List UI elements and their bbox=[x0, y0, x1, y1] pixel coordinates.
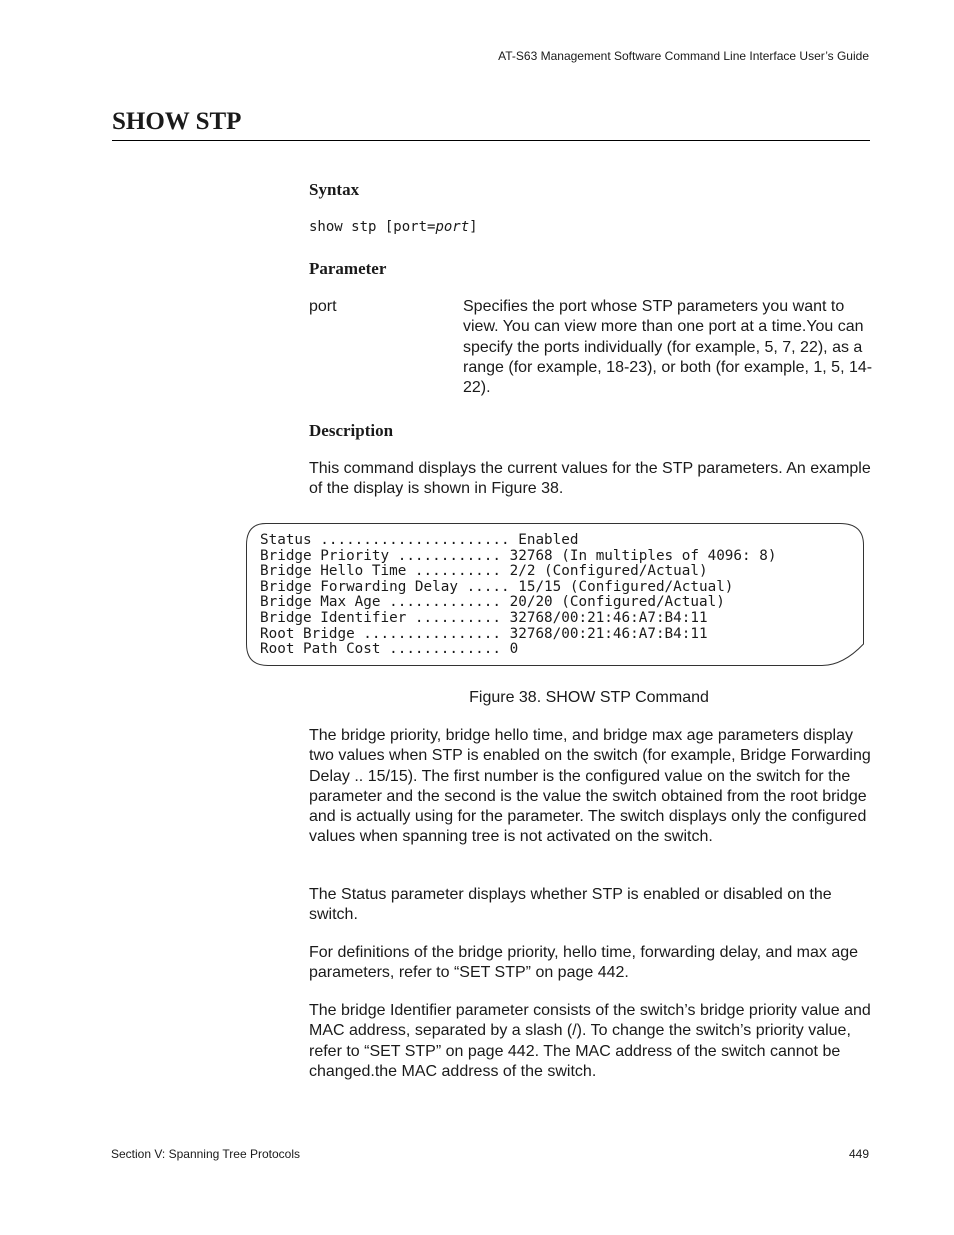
output-line-status: Status ...................... Enabled bbox=[260, 532, 579, 548]
parameter-name: port bbox=[309, 298, 337, 315]
figure-caption: Figure 38. SHOW STP Command bbox=[469, 689, 709, 706]
output-line-bridge-forwarding-delay: Bridge Forwarding Delay ..... 15/15 (Configured/Actual) bbox=[260, 578, 734, 595]
parameter-heading: Parameter bbox=[309, 259, 387, 278]
output-line-bridge-identifier: Bridge Identifier .......... 32768/00:21:46:A7:B4:11 bbox=[260, 609, 708, 626]
description-heading: Description bbox=[309, 421, 394, 440]
output-line-root-path-cost: Root Path Cost ............. 0 bbox=[260, 641, 519, 658]
output-line-root-bridge: Root Bridge ................ 32768/00:21:46:A7:B4:11 bbox=[260, 625, 708, 642]
figure-38-command-output bbox=[246, 523, 864, 666]
output-line-bridge-max-age: Bridge Max Age ............. 20/20 (Configured/Actual) bbox=[260, 594, 725, 611]
syntax-argument: port bbox=[435, 219, 470, 235]
title-rule bbox=[112, 140, 870, 141]
output-line-bridge-priority: Bridge Priority ............ 32768 (In multiples of 4096: 8) bbox=[260, 547, 777, 564]
output-line-bridge-hello-time: Bridge Hello Time .......... 2/2 (Configured/Actual) bbox=[260, 563, 708, 580]
syntax-heading: Syntax bbox=[309, 180, 360, 199]
page-number: 449 bbox=[848, 1147, 869, 1161]
syntax-command bbox=[309, 217, 478, 237]
body-paragraph-2: The Status parameter displays whether STP is enabled or disabled on the switch. bbox=[309, 886, 832, 924]
syntax-command-text: show stp [port= bbox=[309, 219, 436, 235]
command-output-lines bbox=[260, 533, 776, 658]
body-paragraph-3: For definitions of the bridge priority, hello time, forwarding delay, and max age parameters, refer to “SET STP” on page 442. bbox=[309, 944, 859, 982]
parameter-description: Specifies the port whose STP parameters you want to view. You can view more than one port at a time.You can specify the ports individually (for example, 5, 7, 22), as a range (for example, 18-23), or both (for example, 1, 5, 14-22). bbox=[463, 298, 873, 397]
syntax-close: ] bbox=[469, 219, 478, 235]
body-paragraph-4: The bridge Identifier parameter consists of the switch’s bridge priority value and MAC address, separated by a slash (/). To change the switch’s priority value, refer to “SET STP” on page 442. The MAC address of the switch cannot be changed.the MAC address of the switch. bbox=[309, 1002, 871, 1080]
running-header: AT-S63 Management Software Command Line Interface User’s Guide bbox=[498, 49, 869, 63]
description-intro: This command displays the current values for the STP parameters. An example of the display is shown in Figure 38. bbox=[309, 460, 871, 498]
page-title: SHOW STP bbox=[112, 108, 242, 135]
body-paragraph-1: The bridge priority, bridge hello time, and bridge max age parameters display two values when STP is enabled on the switch (for example, Bridge Forwarding Delay .. 15/15). The first number is the configured value on the switch for the parameter and the second is the value the switch obtained from the root bridge and is actually using for the parameter. The switch displays only the configured values when spanning tree is not activated on the switch. bbox=[309, 727, 871, 846]
footer-section: Section V: Spanning Tree Protocols bbox=[111, 1147, 300, 1161]
